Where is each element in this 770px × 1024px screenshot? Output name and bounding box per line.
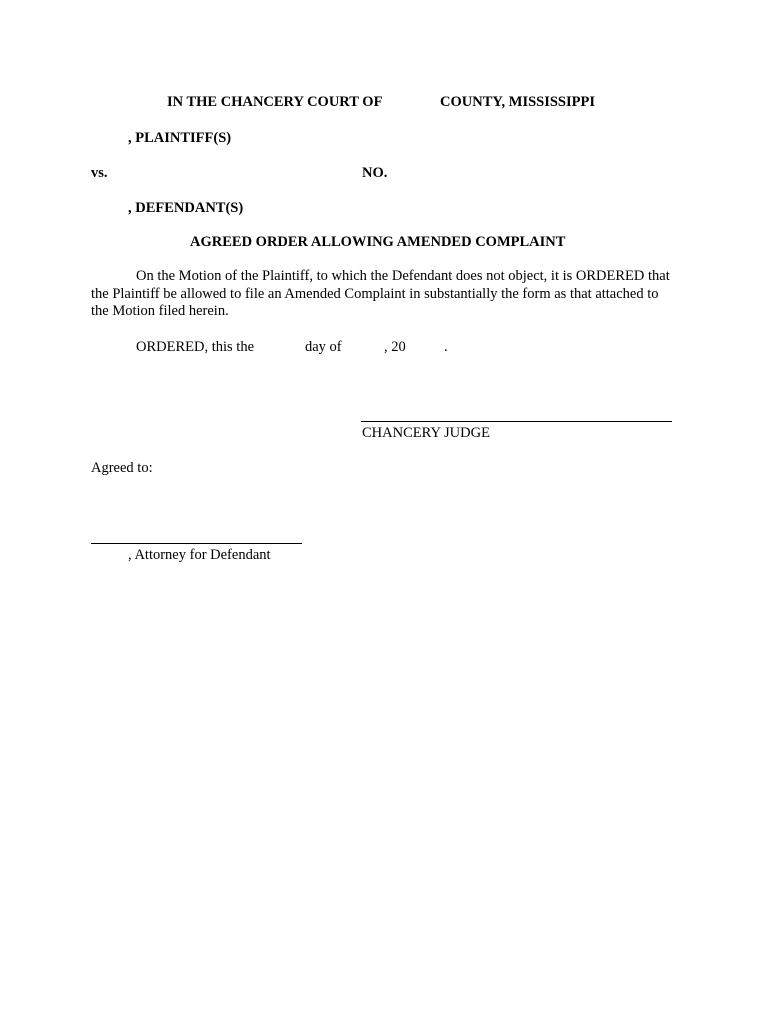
attorney-label: , Attorney for Defendant [128, 547, 271, 563]
year-prefix: , 20 [384, 339, 406, 355]
court-heading-right: COUNTY, MISSISSIPPI [440, 94, 595, 110]
case-number-label: NO. [362, 165, 388, 181]
day-of-label: day of [305, 339, 342, 355]
versus-label: vs. [91, 165, 108, 181]
plaintiff-label: , PLAINTIFF(S) [128, 130, 232, 146]
defendant-label: , DEFENDANT(S) [128, 200, 244, 216]
agreed-to-label: Agreed to: [91, 460, 153, 476]
order-paragraph [91, 268, 676, 321]
judge-label: CHANCERY JUDGE [362, 425, 490, 441]
judge-signature-line [361, 421, 672, 422]
document-title: AGREED ORDER ALLOWING AMENDED COMPLAINT [190, 234, 566, 250]
court-heading-left: IN THE CHANCERY COURT OF [167, 94, 383, 110]
attorney-signature-line [91, 543, 302, 544]
order-paragraph-text: On the Motion of the Plaintiff, to which the Defendant does not object, it is ORDERED that the Plaintiff be allowed to file an Amended Complaint in substantially the form as that attached to the Motion filed herein. [91, 268, 670, 319]
date-period: . [444, 339, 448, 355]
ordered-this-the: ORDERED, this the [136, 339, 255, 355]
